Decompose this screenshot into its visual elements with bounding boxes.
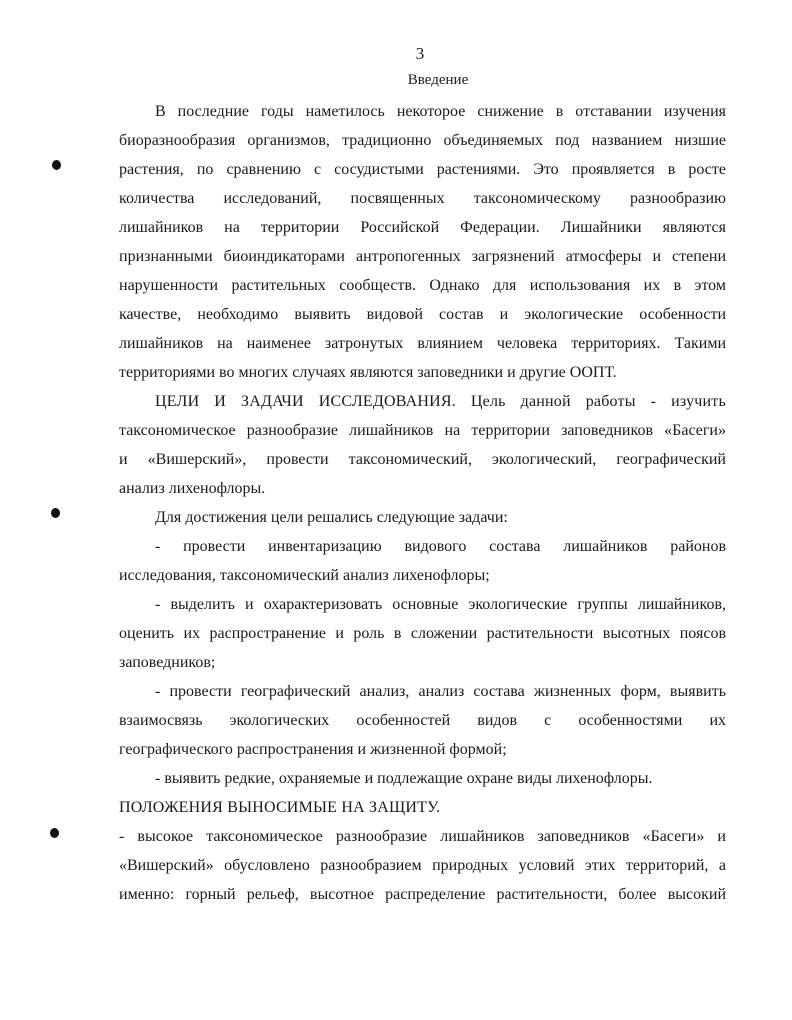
text-line: взаимосвязь экологических особенностей видов с особенностями их: [119, 712, 726, 729]
list-item: - провести инвентаризацию видового состава лишайников районов: [155, 538, 726, 555]
punch-hole-mark: [51, 508, 60, 518]
section-goals-line: ЦЕЛИ И ЗАДАЧИ ИССЛЕДОВАНИЯ. Цель данной работы - изучить: [155, 393, 726, 410]
text-line: биоразнообразия организмов, традиционно объединяемых под названием низшие: [119, 132, 726, 149]
text-line: лишайников на наименее затронутых влиянием человека территориях. Такими: [119, 335, 726, 352]
text-line: признанными биоиндикаторами антропогенных загрязнений атмосферы и степени: [119, 248, 726, 265]
text-line: анализ лихенофлоры.: [119, 480, 266, 497]
list-item: - выявить редкие, охраняемые и подлежащие охране виды лихенофлоры.: [155, 770, 653, 787]
text-line: заповедников;: [119, 654, 216, 671]
text-line: исследования, таксономический анализ лихенофлоры;: [119, 567, 490, 584]
text-line: нарушенности растительных сообществ. Однако для использования их в этом: [119, 277, 726, 294]
list-item: - провести географический анализ, анализ состава жизненных форм, выявить: [155, 683, 726, 700]
list-item: - высокое таксономическое разнообразие лишайников заповедников «Басеги» и: [119, 828, 726, 845]
text-line: территориями во многих случаях являются заповедники и другие ООПТ.: [119, 364, 617, 381]
punch-hole-mark: [52, 160, 61, 170]
page-number: 3: [415, 44, 425, 63]
text-line: именно: горный рельеф, высотное распределение растительности, более высокий: [119, 886, 726, 903]
page-heading: Введение: [407, 72, 469, 88]
text-line: Для достижения цели решались следующие задачи:: [155, 509, 508, 526]
list-item: - выделить и охарактеризовать основные экологические группы лишайников,: [155, 596, 726, 613]
text-line: географического распространения и жизненной формой;: [119, 741, 507, 758]
text-line: таксономическое разнообразие лишайников на территории заповедников «Басеги»: [119, 422, 726, 439]
text-line: «Вишерский» обусловлено разнообразием природных условий этих территорий, а: [119, 857, 726, 874]
text-line: и «Вишерский», провести таксономический, экологический, географический: [119, 451, 726, 468]
text-line: растения, по сравнению с сосудистыми растениями. Это проявляется в росте: [119, 161, 726, 178]
text-line: лишайников на территории Российской Федерации. Лишайники являются: [119, 219, 726, 236]
section-theses-heading: ПОЛОЖЕНИЯ ВЫНОСИМЫЕ НА ЗАЩИТУ.: [119, 799, 441, 816]
text-line: оценить их распространение и роль в сложении растительности высотных поясов: [119, 625, 726, 642]
punch-hole-mark: [50, 828, 59, 838]
text-line: качестве, необходимо выявить видовой состав и экологические особенности: [119, 306, 726, 323]
text-line: В последние годы наметилось некоторое снижение в отставании изучения: [155, 103, 726, 120]
text-line: количества исследований, посвященных таксономическому разнообразию: [119, 190, 726, 207]
